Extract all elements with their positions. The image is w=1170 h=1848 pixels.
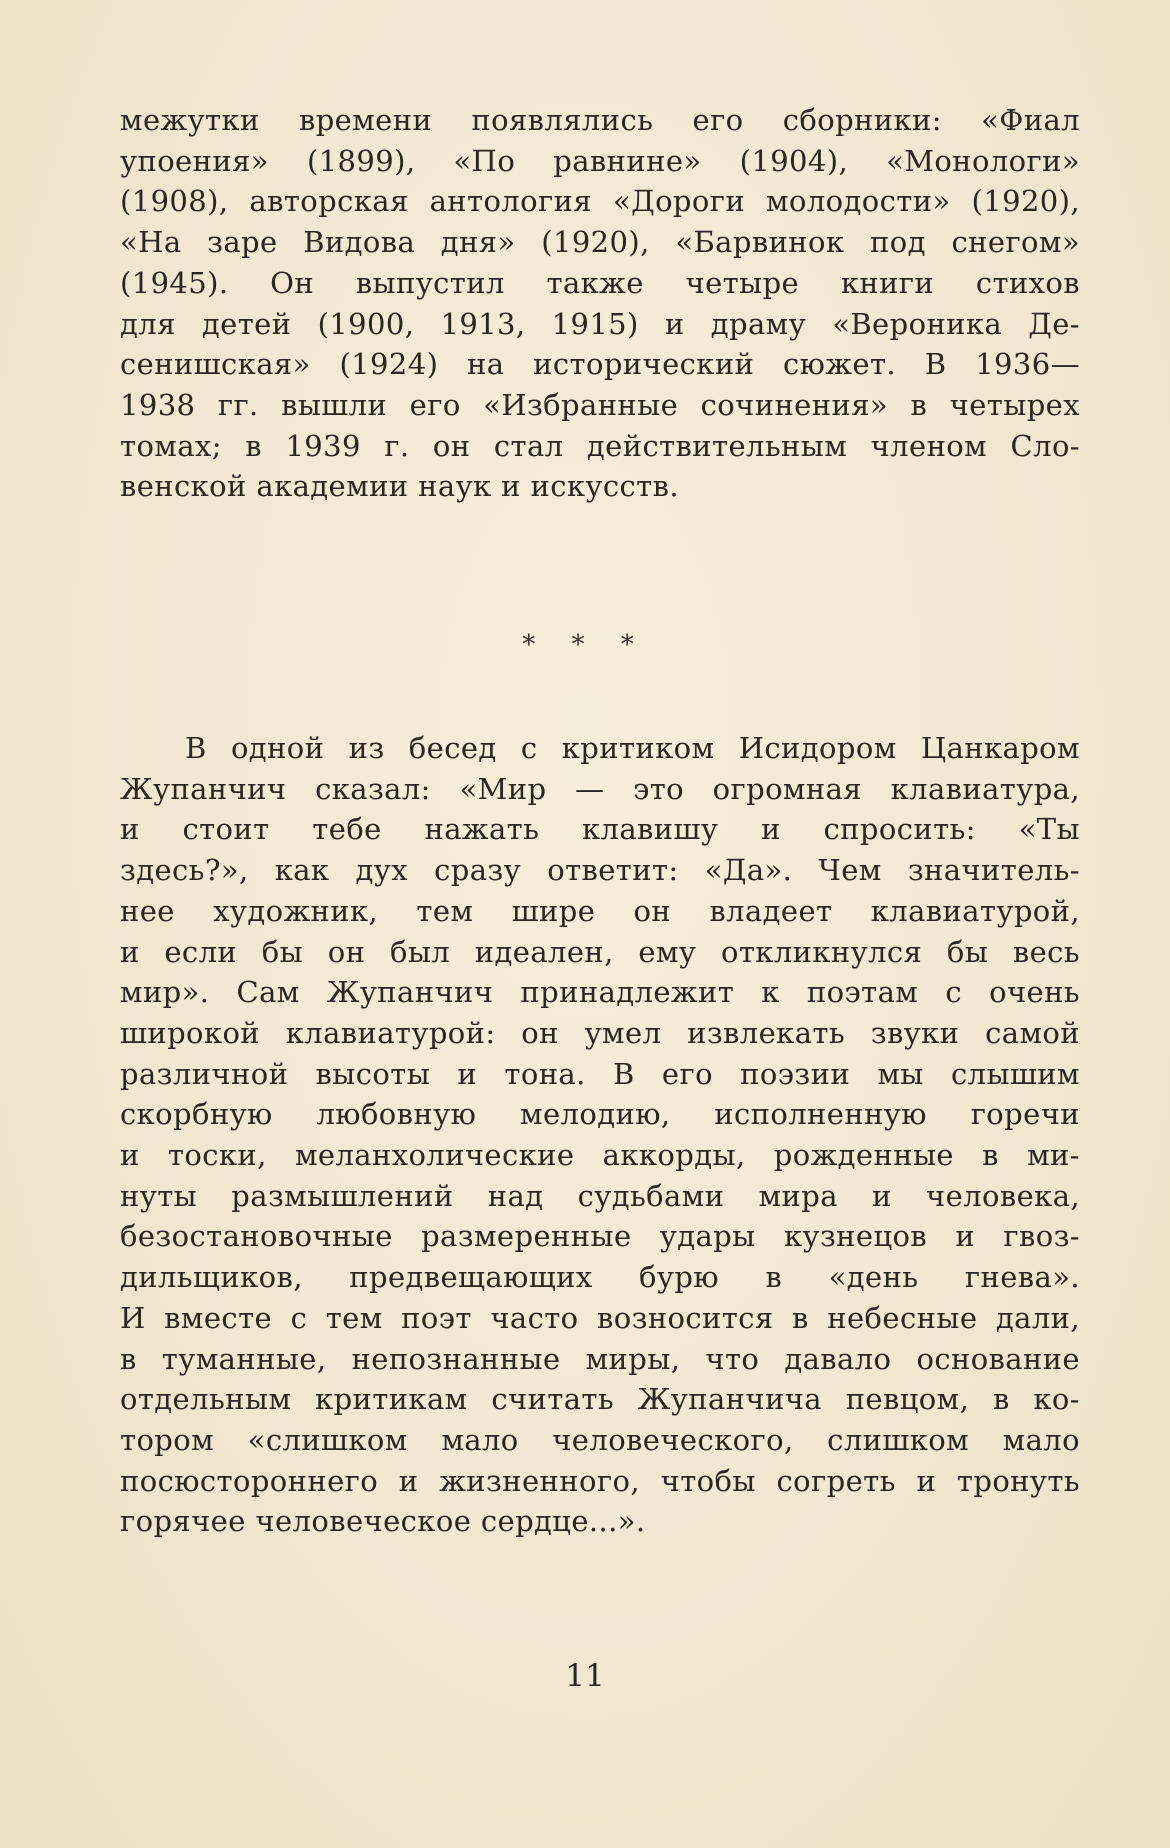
text-line: горячее человеческое сердце...». <box>120 1504 646 1539</box>
text-line: посюстороннего и жизненного, чтобы согреть и тронуть <box>120 1463 1080 1498</box>
text-line: отдельным критикам считать Жупанчича певцом, в ко- <box>120 1382 1080 1417</box>
text-line: в туманные, непознанные миры, что давало основание <box>120 1341 1080 1376</box>
text-line: венской академии наук и искусств. <box>120 469 679 504</box>
paragraph-continuation <box>120 100 1080 507</box>
text-line: томах; в 1939 г. он стал действительным членом Сло- <box>120 428 1080 463</box>
page-number: 11 <box>565 1658 605 1694</box>
text-line: упоения» (1899), «По равнине» (1904), «Монологи» <box>120 143 1080 178</box>
text-line: и стоит тебе нажать клавишу и спросить: «Ты <box>120 812 1080 847</box>
text-line: 1938 гг. вышли его «Избранные сочинения» в четырех <box>120 387 1080 422</box>
text-line: различной высоты и тона. В его поэзии мы слышим <box>120 1056 1080 1091</box>
text-line: (1945). Он выпустил также четыре книги стихов <box>120 265 1080 300</box>
text-line: мир». Сам Жупанчич принадлежит к поэтам с очень <box>120 975 1080 1010</box>
text-line: скорбную любовную мелодию, исполненную горечи <box>120 1097 1080 1132</box>
text-line: и если бы он был идеален, ему откликнулся бы весь <box>120 934 1080 969</box>
text-line: широкой клавиатурой: он умел извлекать звуки самой <box>120 1015 1080 1050</box>
text-line: И вместе с тем поэт часто возносится в небесные дали, <box>120 1300 1080 1335</box>
text-line: нуты размышлений над судьбами мира и человека, <box>120 1178 1080 1213</box>
text-line: «На заре Видова дня» (1920), «Барвинок под снегом» <box>120 225 1080 260</box>
text-line: В одной из бесед с критиком Исидором Цанкаром <box>185 731 1080 765</box>
text-line: и тоски, меланхолические аккорды, рожденные в ми- <box>120 1138 1080 1173</box>
section-separator: * * * <box>522 630 648 660</box>
paragraph-main <box>120 728 1080 1542</box>
text-line: дильщиков, предвещающих бурю в «день гнева». <box>120 1260 1080 1295</box>
text-line: здесь?», как дух сразу ответит: «Да». Чем значитель- <box>120 853 1080 888</box>
text-line: (1908), авторская антология «Дороги молодости» (1920), <box>120 184 1080 219</box>
text-line: Жупанчич сказал: «Мир — это огромная клавиатура, <box>120 771 1080 806</box>
text-line: безостановочные размеренные удары кузнецов и гвоз- <box>120 1219 1080 1254</box>
text-line: сенишская» (1924) на исторический сюжет. В 1936— <box>120 347 1080 382</box>
text-line: для детей (1900, 1913, 1915) и драму «Вероника Де- <box>120 306 1080 341</box>
text-line: тором «слишком мало человеческого, слишком мало <box>120 1422 1080 1457</box>
text-line: межутки времени появлялись его сборники: «Фиал <box>120 103 1080 137</box>
text-line: нее художник, тем шире он владеет клавиатурой, <box>120 893 1080 928</box>
